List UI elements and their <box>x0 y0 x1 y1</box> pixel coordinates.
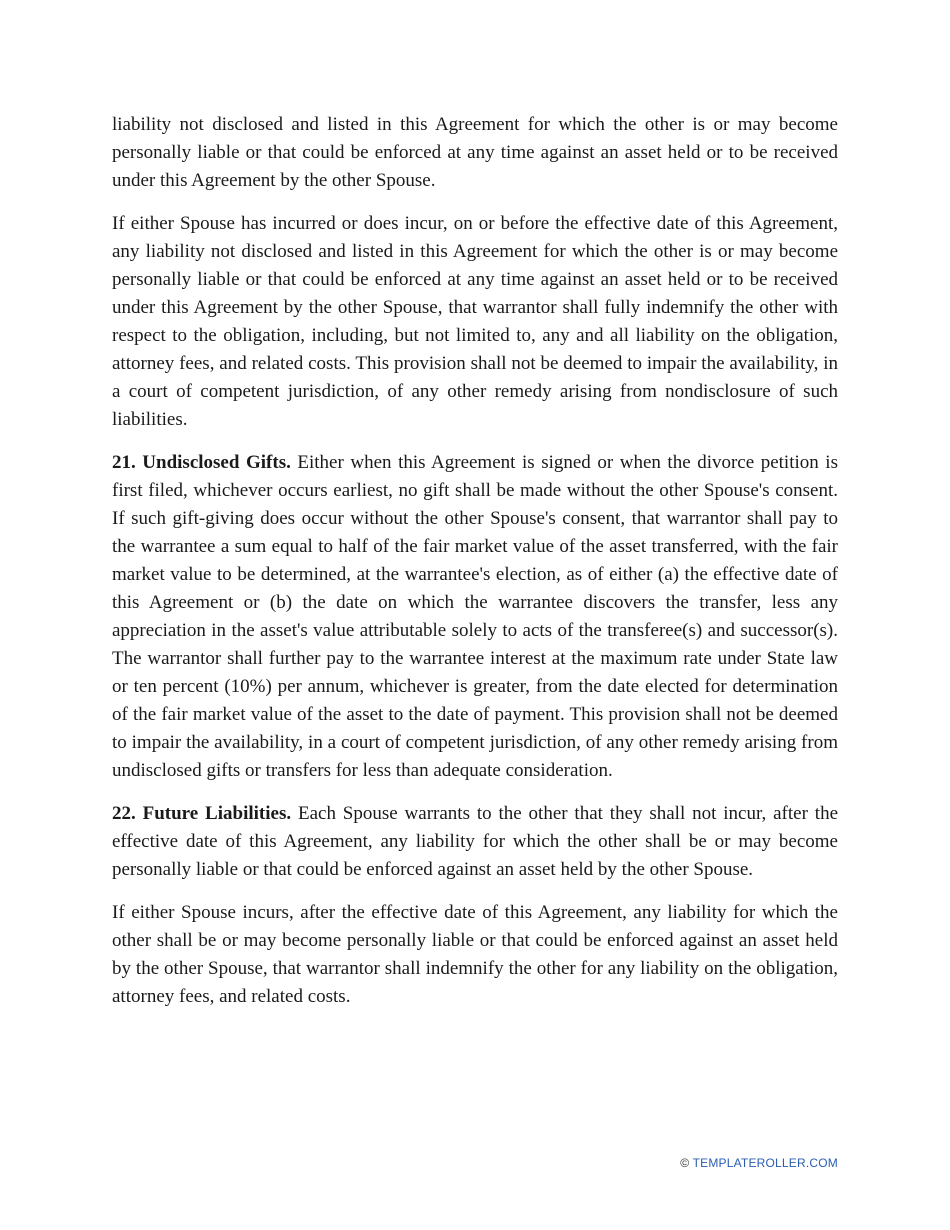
footer-site-link[interactable]: TEMPLATEROLLER.COM <box>692 1156 838 1170</box>
section-21-undisclosed-gifts <box>112 449 838 785</box>
section-heading: 21. Undisclosed Gifts. <box>112 452 291 473</box>
paragraph-text: liability not disclosed and listed in this Agreement for which the other is or may become personally liable or that could be enforced at any time against an asset held or to be received under this Agreement by the other Spouse. <box>112 114 838 191</box>
section-text: Each Spouse warrants to the other that they shall not incur, after the effective date of this Agreement, any liability for which the other shall be or may become personally liable or that could be enforced against an asset held by the other Spouse. <box>112 803 838 880</box>
section-text: Either when this Agreement is signed or when the divorce petition is first filed, whichever occurs earliest, no gift shall be made without the other Spouse's consent. If such gift-giving does occur without the other Spouse's consent, that warrantor shall pay to the warrantee a sum equal to half of the fair market value of the asset transferred, with the fair market value to be determined, at the warrantee's election, as of either (a) the effective date of this Agreement or (b) the date on which the warrantee discovers the transfer, less any appreciation in the asset's value attributable solely to acts of the transferee(s) and successor(s). The warrantor shall further pay to the warrantee interest at the maximum rate under State law or ten percent (10%) per annum, whichever is greater, from the date elected for determination of the fair market value of the asset to the date of payment. This provision shall not be deemed to impair the availability, in a court of competent jurisdiction, of any other remedy arising from undisclosed gifts or transfers for less than adequate consideration. <box>112 452 838 781</box>
section-heading: 22. Future Liabilities. <box>112 803 292 824</box>
paragraph-indemnify-future <box>112 899 838 1011</box>
paragraph-text: If either Spouse has incurred or does incur, on or before the effective date of this Agreement, any liability not disclosed and listed in this Agreement for which the other is or may become personally liable or that could be enforced at any time against an asset held or to be received under this Agreement by the other Spouse, that warrantor shall fully indemnify the other with respect to the obligation, including, but not limited to, any and all liability on the obligation, attorney fees, and related costs. This provision shall not be deemed to impair the availability, in a court of competent jurisdiction, of any other remedy arising from nondisclosure of such liabilities. <box>112 213 838 430</box>
section-22-future-liabilities <box>112 800 838 884</box>
paragraph-indemnify-undisclosed <box>112 210 838 434</box>
paragraph-liability-continued <box>112 111 838 195</box>
footer-watermark <box>680 1155 838 1171</box>
paragraph-text: If either Spouse incurs, after the effective date of this Agreement, any liability for which the other shall be or may become personally liable or that could be enforced against an asset held by the other Spouse, that warrantor shall indemnify the other for any liability on the obligation, attorney fees, and related costs. <box>112 902 838 1007</box>
document-body <box>112 111 838 1026</box>
copyright-icon: © <box>680 1156 690 1170</box>
